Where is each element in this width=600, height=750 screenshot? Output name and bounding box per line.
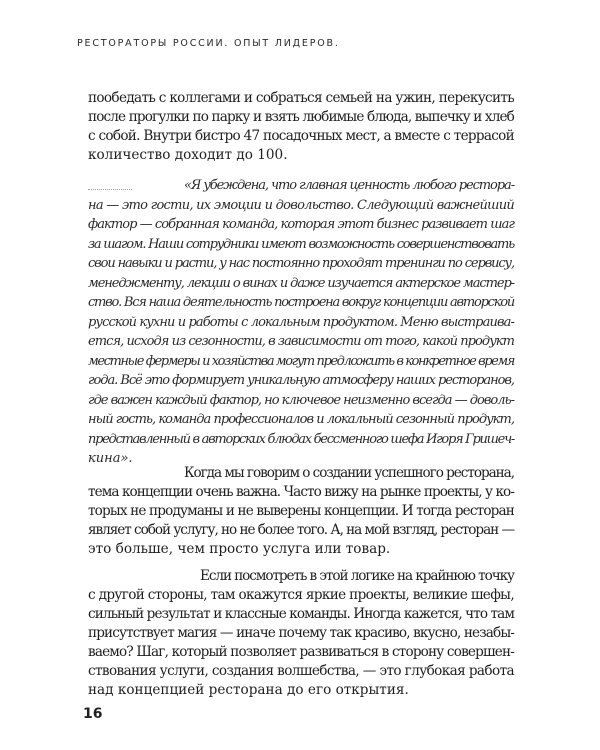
text-line: ется, исходя из сезонности, в зависимости от того, какой продукт bbox=[88, 334, 514, 349]
text-line: это больше, чем просто услуга или товар. bbox=[88, 541, 391, 557]
text-line: ство. Вся наша деятельность построена вокруг концепции авторской bbox=[88, 295, 514, 310]
text-line: представленный в авторских блюдах бессменного шефа Игоря Гришеч- bbox=[88, 431, 514, 447]
text-line: менеджменту, лекции о винах и даже изучается актерское мастер- bbox=[88, 275, 514, 291]
text-line: торых не продуманы и не выверены концепции. И тогда ресторан bbox=[88, 503, 515, 519]
text-line: над концепцией ресторана до его открытия. bbox=[88, 682, 409, 698]
text-line: фактор — собранная команда, которая этот бизнес развивает шаг bbox=[88, 217, 514, 232]
text-line: года. Всё это формирует уникальную атмосферу наших ресторанов, bbox=[88, 373, 514, 388]
text-line: пообедать с коллегами и собраться семьей на ужин, перекусить bbox=[88, 90, 514, 106]
text-line: тема концепции очень важна. Часто вижу на рынке проекты, у ко- bbox=[88, 484, 514, 500]
text-line: Если посмотреть в этой логике на крайнюю точку bbox=[200, 568, 514, 584]
text-line: ваемо? Шаг, который позволяет развиваться в сторону совершен- bbox=[88, 644, 514, 660]
text-line: являет собой услугу, но не более того. А, на мой взгляд, ресторан — bbox=[88, 522, 514, 538]
paragraph-magic bbox=[88, 567, 514, 700]
text-line: «Я убеждена, что главная ценность любого рестора- bbox=[184, 178, 515, 193]
text-line: кина». bbox=[88, 451, 133, 466]
text-line: сильный результат и классные команды. Иногда кажется, что там bbox=[88, 606, 514, 622]
running-header: РЕСТОРАТОРЫ РОССИИ. ОПЫТ ЛИДЕРОВ. bbox=[77, 38, 340, 49]
page-number: 16 bbox=[83, 706, 103, 722]
paragraph-quote bbox=[88, 176, 514, 469]
text-line: количество доходит до 100. bbox=[88, 147, 288, 163]
text-line: после прогулки по парку и взять любимые блюда, выпечку и хлеб bbox=[88, 109, 514, 125]
text-line: где важен каждый фактор, но ключевое неизменно всегда — доволь- bbox=[88, 392, 514, 408]
text-line: на — это гости, их эмоции и довольство. Следующий важнейший bbox=[88, 197, 514, 213]
text-line: ный гость, команда профессионалов и локальный сезонный продукт, bbox=[88, 412, 514, 427]
paragraph-intro bbox=[88, 89, 514, 165]
text-line: местные фермеры и хозяйства могут предложить в конкретное время bbox=[88, 353, 514, 369]
text-line: с собой. Внутри бистро 47 посадочных мест, а вместе с террасой bbox=[88, 128, 514, 144]
text-line: присутствует магия — иначе почему так красиво, вкусно, незабы- bbox=[88, 625, 514, 641]
paragraph-concept bbox=[88, 464, 514, 559]
text-line: с другой стороны, там окажутся яркие проекты, великие шефы, bbox=[88, 587, 515, 603]
text-line: за шагом. Наши сотрудники имеют возможность совершенствовать bbox=[88, 236, 514, 252]
text-line: ствования услуги, создания волшебства, — это глубокая работа bbox=[88, 663, 514, 679]
text-line: Когда мы говорим о создании успешного ресторана, bbox=[184, 465, 514, 481]
text-line: русской кухни и работы с локальным продуктом. Меню выстраива- bbox=[88, 314, 514, 330]
text-line: свои навыки и расти, у нас постоянно проходят тренинги по сервису, bbox=[88, 256, 514, 271]
